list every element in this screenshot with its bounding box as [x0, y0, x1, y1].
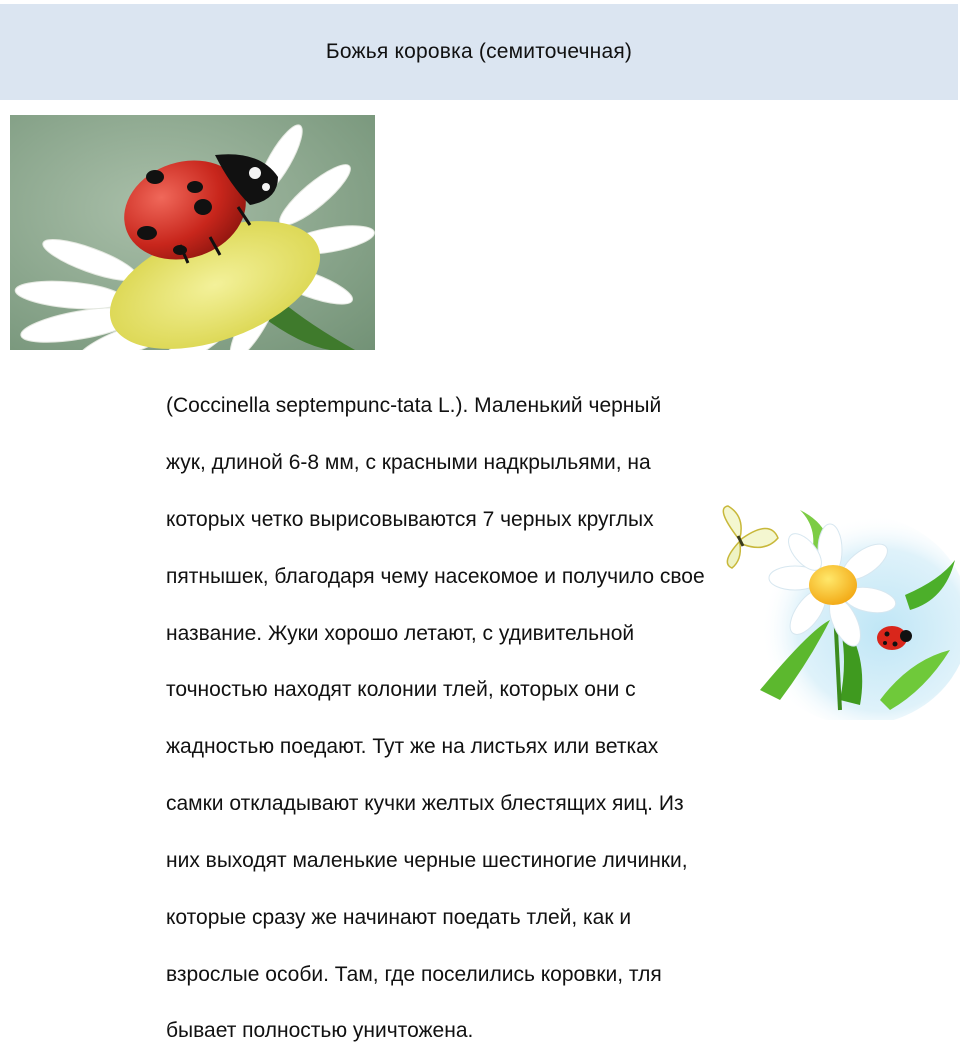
corner-clipart [700, 500, 960, 720]
body-line: (Coccinella septempunc-tata L.). Маленький черный [166, 394, 662, 418]
body-line: которых четко вырисовываются 7 черных круглых [166, 508, 654, 532]
ladybug-on-daisy-icon [10, 115, 375, 350]
daisy-butterfly-ladybug-icon [700, 500, 960, 720]
body-line: бывает полностью уничтожена. [166, 1019, 474, 1043]
body-line: жук, длиной 6-8 мм, с красными надкрыльями, на [166, 451, 651, 475]
body-line: самки откладывают кучки желтых блестящих яиц. Из [166, 792, 684, 816]
slide-title: Божья коровка (семиточечная) [325, 40, 633, 63]
title-bar [0, 4, 958, 100]
body-line: них выходят маленькие черные шестиногие личинки, [166, 848, 688, 872]
body-line: которые сразу же начинают поедать тлей, как и [166, 905, 632, 929]
body-line: название. Жуки хорошо летают, с удивительной [166, 621, 635, 645]
body-line: пятнышек, благодаря чему насекомое и получило свое [166, 564, 705, 588]
body-line: жадностью поедают. Тут же на листьях или ветках [166, 735, 659, 759]
body-line: точностью находят колонии тлей, которых они с [166, 678, 636, 702]
ladybug-photo [10, 115, 375, 350]
body-line: взрослые особи. Там, где поселились коровки, тля [166, 962, 662, 986]
